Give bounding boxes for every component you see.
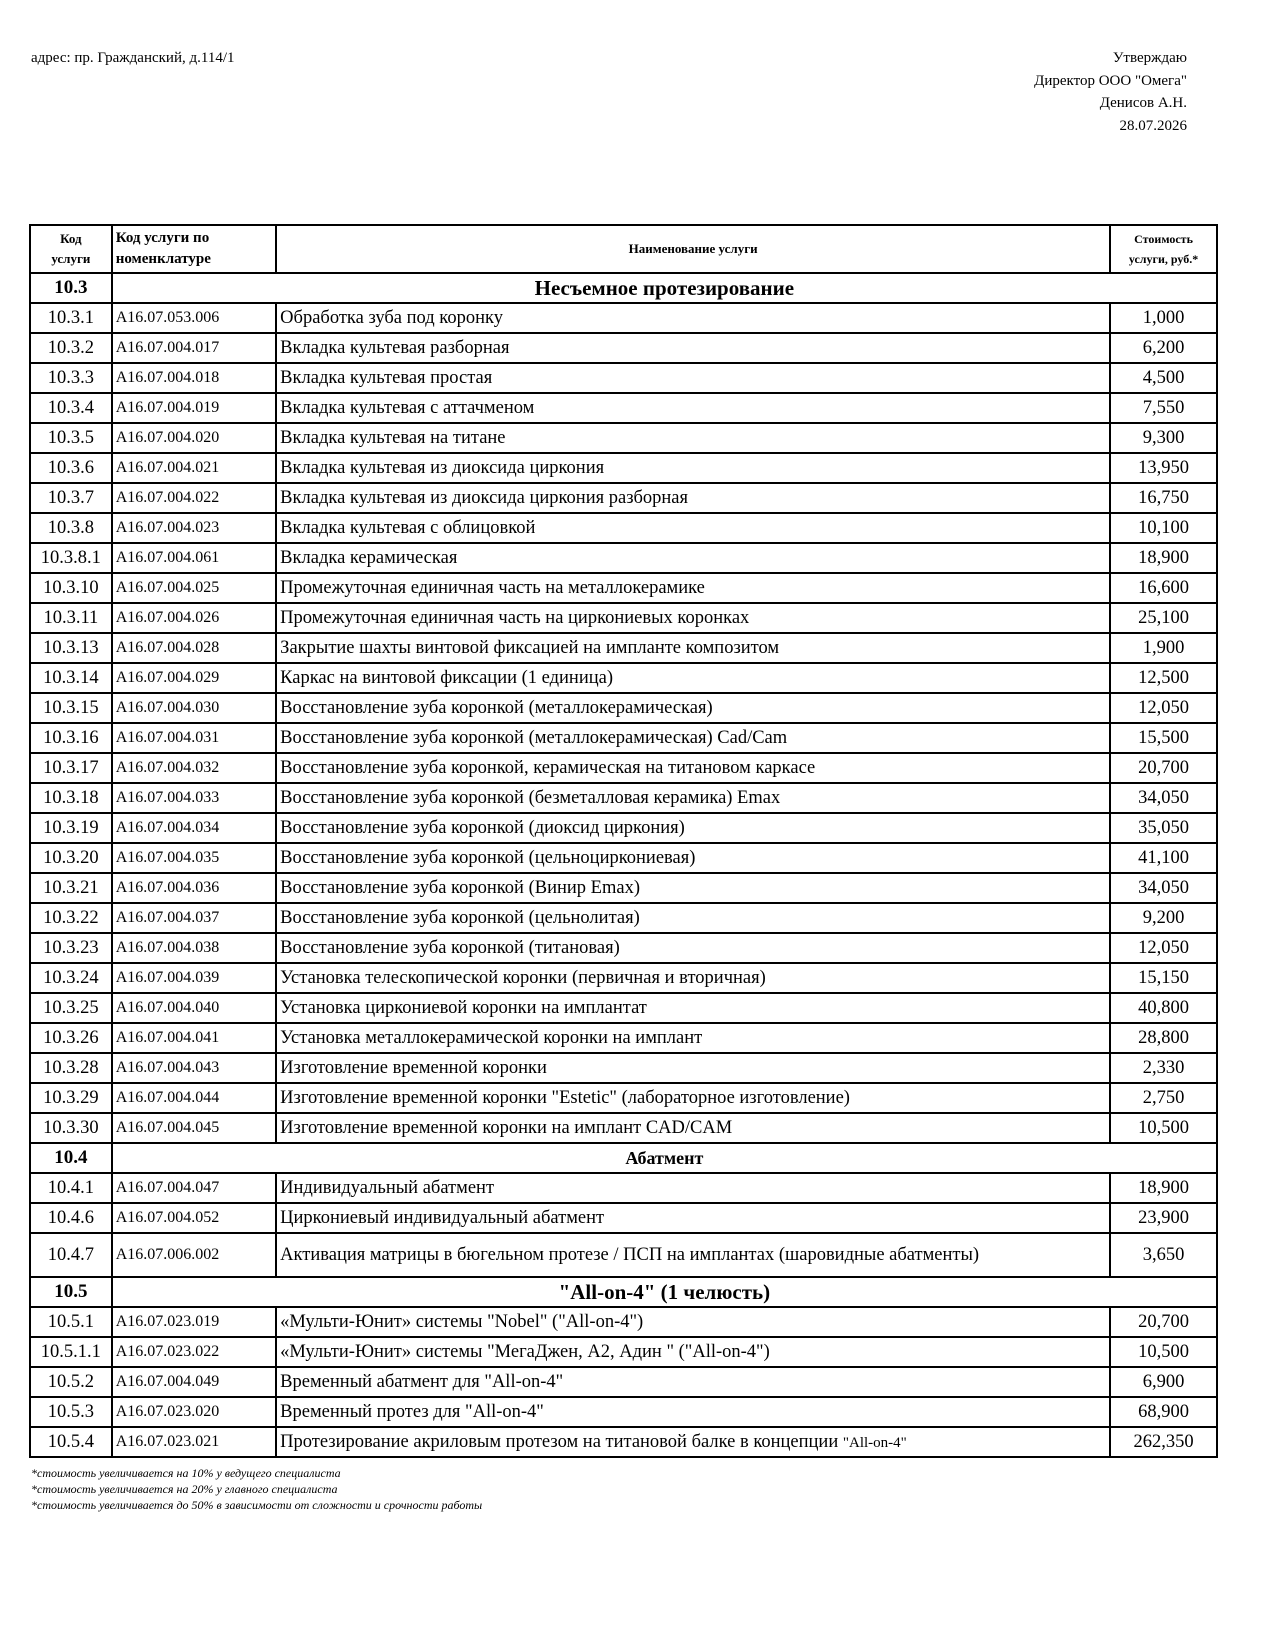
- service-name: [276, 663, 1110, 693]
- service-name: [276, 1173, 1110, 1203]
- service-name: [276, 723, 1110, 753]
- service-name: [276, 513, 1110, 543]
- service-name-text: Восстановление зуба коронкой, керамическая на титановом каркасе: [280, 757, 816, 778]
- table-row: [30, 483, 1217, 513]
- service-code: A16.07.006.002: [112, 1233, 276, 1277]
- service-code: A16.07.004.061: [112, 543, 276, 573]
- service-price: 15,150: [1110, 963, 1217, 993]
- service-number: 10.3.24: [30, 963, 112, 993]
- service-price: 28,800: [1110, 1023, 1217, 1053]
- service-code: A16.07.004.038: [112, 933, 276, 963]
- service-price: 20,700: [1110, 1307, 1217, 1337]
- table-row: [30, 1173, 1217, 1203]
- service-code: A16.07.004.035: [112, 843, 276, 873]
- table-row: [30, 1307, 1217, 1337]
- service-name-text: Установка телескопической коронки (первичная и вторичная): [280, 967, 766, 988]
- table-row: [30, 753, 1217, 783]
- col-header-code: Код услуги: [30, 225, 112, 273]
- price-table-body: [30, 225, 1217, 1457]
- service-number: 10.3.26: [30, 1023, 112, 1053]
- service-name-text: Вкладка культевая простая: [280, 367, 493, 388]
- section-row: [30, 1143, 1217, 1173]
- service-price: 23,900: [1110, 1203, 1217, 1233]
- service-name-text: Изготовление временной коронки на имплант CAD/CAM: [280, 1117, 733, 1138]
- service-code: A16.07.004.031: [112, 723, 276, 753]
- service-number: 10.3.13: [30, 633, 112, 663]
- table-row: [30, 693, 1217, 723]
- approval-line: Денисов А.Н.: [1099, 95, 1187, 111]
- section-number: 10.4: [30, 1143, 112, 1173]
- service-name-text: Вкладка культевая с облицовкой: [280, 517, 536, 538]
- service-number: 10.3.17: [30, 753, 112, 783]
- service-name: [276, 483, 1110, 513]
- service-number: 10.3.25: [30, 993, 112, 1023]
- table-row: [30, 573, 1217, 603]
- service-number: 10.3.18: [30, 783, 112, 813]
- table-row: [30, 333, 1217, 363]
- service-number: 10.5.3: [30, 1397, 112, 1427]
- table-row: [30, 993, 1217, 1023]
- section-title: Несъемное протезирование: [112, 273, 1217, 303]
- service-price: 10,500: [1110, 1337, 1217, 1367]
- table-row: [30, 363, 1217, 393]
- service-code: A16.07.004.052: [112, 1203, 276, 1233]
- service-number: 10.5.1: [30, 1307, 112, 1337]
- service-number: 10.4.6: [30, 1203, 112, 1233]
- service-code: A16.07.004.043: [112, 1053, 276, 1083]
- service-price: 10,100: [1110, 513, 1217, 543]
- service-name-text: Вкладка культевая разборная: [280, 337, 510, 358]
- service-price: 9,300: [1110, 423, 1217, 453]
- table-row: [30, 663, 1217, 693]
- price-table: [29, 224, 1218, 1458]
- service-code: A16.07.004.028: [112, 633, 276, 663]
- service-name: [276, 753, 1110, 783]
- service-name-text: «Мульти-Юнит» системы "МегаДжен, А2, Адин " ("All-on-4"): [280, 1341, 770, 1362]
- table-row: [30, 1397, 1217, 1427]
- service-price: 15,500: [1110, 723, 1217, 753]
- table-row: [30, 903, 1217, 933]
- service-name: [276, 1113, 1110, 1143]
- col-header-price: Стоимость услуги, руб.*: [1110, 225, 1217, 273]
- service-code: A16.07.004.044: [112, 1083, 276, 1113]
- service-name-text: Вкладка культевая из диоксида циркония: [280, 457, 605, 478]
- col-header-nomenclature: Код услуги по номенклатуре: [112, 225, 276, 273]
- service-name: [276, 363, 1110, 393]
- service-name: [276, 873, 1110, 903]
- table-row: [30, 1023, 1217, 1053]
- service-name-text: Обработка зуба под коронку: [280, 307, 503, 328]
- service-number: 10.3.10: [30, 573, 112, 603]
- service-price: 68,900: [1110, 1397, 1217, 1427]
- service-code: A16.07.023.022: [112, 1337, 276, 1367]
- service-code: A16.07.004.032: [112, 753, 276, 783]
- table-row: [30, 843, 1217, 873]
- section-title: Абатмент: [112, 1143, 1217, 1173]
- service-name-text: Восстановление зуба коронкой (титановая): [280, 937, 620, 958]
- service-name-text: Закрытие шахты винтовой фиксацией на импланте композитом: [280, 637, 780, 658]
- service-name: [276, 423, 1110, 453]
- service-price: 34,050: [1110, 783, 1217, 813]
- service-name-text: Вкладка керамическая: [280, 547, 458, 568]
- footnote: *стоимость увеличивается до 50% в зависимости от сложности и срочности работы: [31, 1498, 483, 1512]
- service-name: [276, 453, 1110, 483]
- service-code: A16.07.004.039: [112, 963, 276, 993]
- section-row: [30, 1277, 1217, 1307]
- service-price: 4,500: [1110, 363, 1217, 393]
- table-row: [30, 633, 1217, 663]
- service-code: A16.07.004.020: [112, 423, 276, 453]
- table-row: [30, 543, 1217, 573]
- table-header-row: [30, 225, 1217, 273]
- table-row: [30, 813, 1217, 843]
- service-code: A16.07.004.040: [112, 993, 276, 1023]
- service-code: A16.07.004.022: [112, 483, 276, 513]
- table-row: [30, 453, 1217, 483]
- service-price: 6,900: [1110, 1367, 1217, 1397]
- service-number: 10.3.22: [30, 903, 112, 933]
- service-name-text: Активация матрицы в бюгельном протезе / ПСП на имплантах (шаровидные абатменты): [280, 1244, 980, 1265]
- section-row: [30, 273, 1217, 303]
- service-code: A16.07.004.023: [112, 513, 276, 543]
- table-row: [30, 423, 1217, 453]
- service-code: A16.07.004.041: [112, 1023, 276, 1053]
- service-price: 12,050: [1110, 693, 1217, 723]
- service-name-text: Восстановление зуба коронкой (цельноциркониевая): [280, 847, 696, 868]
- service-name: [276, 813, 1110, 843]
- service-number: 10.3.6: [30, 453, 112, 483]
- service-number: 10.3.2: [30, 333, 112, 363]
- service-code: A16.07.004.047: [112, 1173, 276, 1203]
- service-price: 6,200: [1110, 333, 1217, 363]
- service-name: [276, 1233, 1110, 1277]
- service-number: 10.3.21: [30, 873, 112, 903]
- service-name-text: Протезирование акриловым протезом на титановой балке в концепции: [280, 1431, 843, 1452]
- service-code: A16.07.004.037: [112, 903, 276, 933]
- service-name-text: Восстановление зуба коронкой (металлокерамическая) Cad/Cam: [280, 727, 788, 748]
- service-name-text: Восстановление зуба коронкой (безметалловая керамика) Emax: [280, 787, 781, 808]
- service-price: 34,050: [1110, 873, 1217, 903]
- service-number: 10.5.2: [30, 1367, 112, 1397]
- service-name-text: Установка циркониевой коронки на имплантат: [280, 997, 647, 1018]
- table-row: [30, 1113, 1217, 1143]
- service-name-text: Изготовление временной коронки "Estetic" (лабораторное изготовление): [280, 1087, 850, 1108]
- service-name: [276, 333, 1110, 363]
- service-name-text: Вкладка культевая из диоксида циркония разборная: [280, 487, 689, 508]
- footnote: *стоимость увеличивается на 10% у ведущего специалиста: [31, 1466, 341, 1480]
- service-price: 9,200: [1110, 903, 1217, 933]
- service-price: 41,100: [1110, 843, 1217, 873]
- service-code: A16.07.004.029: [112, 663, 276, 693]
- service-code: A16.07.004.026: [112, 603, 276, 633]
- service-price: 20,700: [1110, 753, 1217, 783]
- service-name: [276, 933, 1110, 963]
- footnotes: [31, 1465, 482, 1513]
- service-name-text: Промежуточная единичная часть на металлокерамике: [280, 577, 705, 598]
- service-name: [276, 603, 1110, 633]
- service-name: [276, 393, 1110, 423]
- service-number: 10.3.30: [30, 1113, 112, 1143]
- table-row: [30, 303, 1217, 333]
- service-number: 10.3.1: [30, 303, 112, 333]
- service-name: [276, 783, 1110, 813]
- service-price: 3,650: [1110, 1233, 1217, 1277]
- service-name: [276, 573, 1110, 603]
- service-price: 12,500: [1110, 663, 1217, 693]
- service-number: 10.3.16: [30, 723, 112, 753]
- service-price: 1,000: [1110, 303, 1217, 333]
- service-number: 10.3.7: [30, 483, 112, 513]
- footnote: *стоимость увеличивается на 20% у главного специалиста: [31, 1482, 338, 1496]
- service-name-text: Изготовление временной коронки: [280, 1057, 547, 1078]
- service-name-text: Временный абатмент для "All-on-4": [280, 1371, 564, 1392]
- service-name-text: Каркас на винтовой фиксации (1 единица): [280, 667, 614, 688]
- service-code: A16.07.004.033: [112, 783, 276, 813]
- approval-block: [1034, 47, 1187, 137]
- table-row: [30, 1203, 1217, 1233]
- service-number: 10.3.4: [30, 393, 112, 423]
- service-number: 10.3.5: [30, 423, 112, 453]
- service-price: 18,900: [1110, 543, 1217, 573]
- service-code: A16.07.023.019: [112, 1307, 276, 1337]
- service-name-text: Восстановление зуба коронкой (Винир Emax): [280, 877, 640, 898]
- service-number: 10.3.8.1: [30, 543, 112, 573]
- service-name-text: Восстановление зуба коронкой (диоксид циркония): [280, 817, 685, 838]
- service-code: A16.07.023.020: [112, 1397, 276, 1427]
- table-row: [30, 513, 1217, 543]
- service-number: 10.4.7: [30, 1233, 112, 1277]
- service-name: [276, 693, 1110, 723]
- service-price: 2,330: [1110, 1053, 1217, 1083]
- service-name-text: Индивидуальный абатмент: [280, 1177, 495, 1198]
- service-name: [276, 993, 1110, 1023]
- table-row: [30, 1367, 1217, 1397]
- table-row: [30, 1053, 1217, 1083]
- service-name-text: Восстановление зуба коронкой (цельнолитая): [280, 907, 640, 928]
- service-price: 13,950: [1110, 453, 1217, 483]
- service-code: A16.07.053.006: [112, 303, 276, 333]
- service-name: [276, 1023, 1110, 1053]
- service-price: 16,600: [1110, 573, 1217, 603]
- service-name: [276, 903, 1110, 933]
- table-row: [30, 933, 1217, 963]
- service-number: 10.3.11: [30, 603, 112, 633]
- table-row: [30, 963, 1217, 993]
- service-name: [276, 1307, 1110, 1337]
- service-code: A16.07.004.034: [112, 813, 276, 843]
- service-price: 18,900: [1110, 1173, 1217, 1203]
- service-price: 40,800: [1110, 993, 1217, 1023]
- approval-line: Утверждаю: [1112, 50, 1187, 66]
- service-price: 262,350: [1110, 1427, 1217, 1457]
- service-name: [276, 633, 1110, 663]
- service-price: 1,900: [1110, 633, 1217, 663]
- address: адрес: пр. Гражданский, д.114/1: [31, 50, 235, 66]
- service-number: 10.3.3: [30, 363, 112, 393]
- service-name-text: Вкладка культевая на титане: [280, 427, 506, 448]
- approval-line: Директор ООО "Омега": [1034, 72, 1187, 89]
- service-price: 2,750: [1110, 1083, 1217, 1113]
- service-code: A16.07.004.049: [112, 1367, 276, 1397]
- service-code: A16.07.004.021: [112, 453, 276, 483]
- table-row: [30, 783, 1217, 813]
- service-code: A16.07.023.021: [112, 1427, 276, 1457]
- table-row: [30, 393, 1217, 423]
- service-code: A16.07.004.017: [112, 333, 276, 363]
- service-name: [276, 1427, 1110, 1457]
- service-code: A16.07.004.030: [112, 693, 276, 723]
- service-number: 10.4.1: [30, 1173, 112, 1203]
- service-name: [276, 963, 1110, 993]
- service-number: 10.3.8: [30, 513, 112, 543]
- service-number: 10.3.19: [30, 813, 112, 843]
- service-price: 12,050: [1110, 933, 1217, 963]
- service-number: 10.3.14: [30, 663, 112, 693]
- service-code: A16.07.004.025: [112, 573, 276, 603]
- service-name-text: Вкладка культевая с аттачменом: [280, 397, 535, 418]
- service-price: 16,750: [1110, 483, 1217, 513]
- service-number: 10.5.1.1: [30, 1337, 112, 1367]
- service-name-text: Временный протез для "All-on-4": [280, 1401, 544, 1422]
- service-code: A16.07.004.018: [112, 363, 276, 393]
- service-number: 10.3.20: [30, 843, 112, 873]
- service-price: 35,050: [1110, 813, 1217, 843]
- service-number: 10.3.28: [30, 1053, 112, 1083]
- service-name-text: Промежуточная единичная часть на циркониевых коронках: [280, 607, 750, 628]
- service-number: 10.3.23: [30, 933, 112, 963]
- service-name-text: Циркониевый индивидуальный абатмент: [280, 1207, 605, 1228]
- service-number: 10.3.15: [30, 693, 112, 723]
- service-price: 25,100: [1110, 603, 1217, 633]
- service-name-text: Установка металлокерамической коронки на имплант: [280, 1027, 703, 1048]
- section-title: "All-on-4" (1 челюсть): [112, 1277, 1217, 1307]
- table-row: [30, 1337, 1217, 1367]
- approval-date: 28.07.2026: [1119, 117, 1187, 134]
- service-number: 10.3.29: [30, 1083, 112, 1113]
- service-name-text: Восстановление зуба коронкой (металлокерамическая): [280, 697, 713, 718]
- table-row: [30, 723, 1217, 753]
- col-header-name: Наименование услуги: [276, 225, 1110, 273]
- table-row: [30, 603, 1217, 633]
- service-name: [276, 1203, 1110, 1233]
- service-name-suffix: "All-on-4": [842, 1434, 907, 1451]
- service-price: 10,500: [1110, 1113, 1217, 1143]
- service-code: A16.07.004.036: [112, 873, 276, 903]
- service-name: [276, 1337, 1110, 1367]
- service-number: 10.5.4: [30, 1427, 112, 1457]
- service-name-text: «Мульти-Юнит» системы "Nobel" ("All-on-4"): [280, 1311, 644, 1332]
- service-name: [276, 543, 1110, 573]
- section-number: 10.5: [30, 1277, 112, 1307]
- table-row: [30, 1233, 1217, 1277]
- service-code: A16.07.004.019: [112, 393, 276, 423]
- table-row: [30, 873, 1217, 903]
- service-name: [276, 1367, 1110, 1397]
- section-number: 10.3: [30, 273, 112, 303]
- service-name: [276, 843, 1110, 873]
- table-row: [30, 1427, 1217, 1457]
- service-name: [276, 1397, 1110, 1427]
- service-name: [276, 303, 1110, 333]
- table-row: [30, 1083, 1217, 1113]
- service-code: A16.07.004.045: [112, 1113, 276, 1143]
- service-price: 7,550: [1110, 393, 1217, 423]
- service-name: [276, 1083, 1110, 1113]
- service-name: [276, 1053, 1110, 1083]
